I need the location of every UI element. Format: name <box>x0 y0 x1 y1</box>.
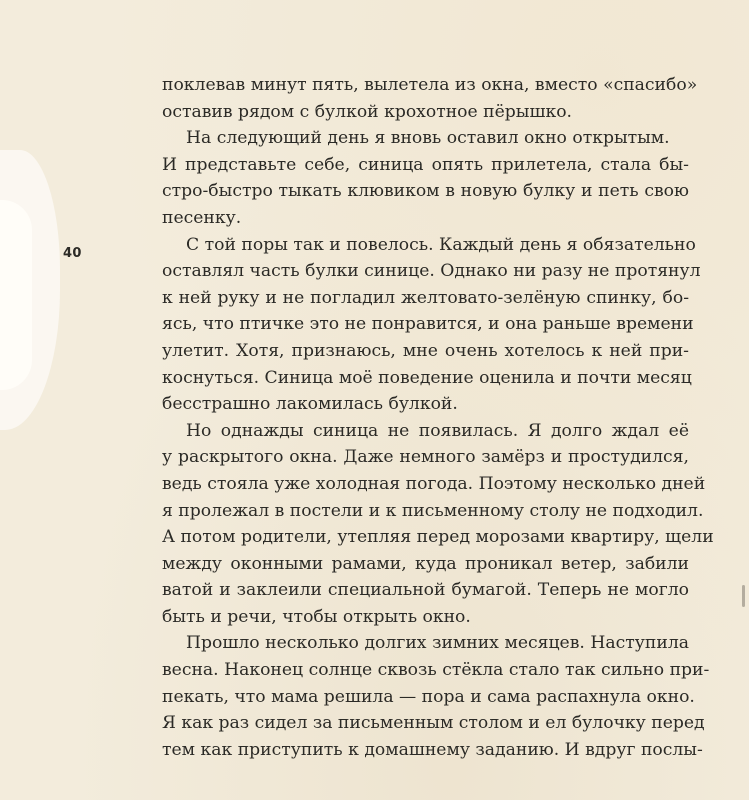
text-line: я пролежал в постели и к письменному столу не подходил. <box>162 500 704 521</box>
text-line: пекать, что мама решила — пора и сама распахнула окно. <box>162 686 695 707</box>
text-line: у раскрытого окна. Даже немного замёрз и простудился, <box>162 447 689 468</box>
text-line: бесстрашно лакомилась булкой. <box>162 394 458 415</box>
text-line: стро-быстро тыкать клювиком в новую булку и петь свою <box>162 181 689 202</box>
text-line: И представьте себе, синица опять прилетела, стала бы- <box>162 154 689 175</box>
text-line: На следующий день я вновь оставил окно открытым. <box>186 128 670 149</box>
text-line: Но однажды синица не появилась. Я долго ждал её <box>186 420 689 441</box>
text-line: оставлял часть булки синице. Однако ни разу не протянул <box>162 261 701 282</box>
text-line: С той поры так и повелось. Каждый день я обязательно <box>186 234 696 255</box>
scan-mark <box>742 585 745 607</box>
body-text <box>162 72 714 763</box>
text-line: Прошло несколько долгих зимних месяцев. Наступила <box>186 633 689 654</box>
text-line: поклевав минут пять, вылетела из окна, вместо «спасибо» <box>162 75 698 95</box>
text-line: песенку. <box>162 207 242 228</box>
text-line: оставив рядом с булкой крохотное пёрышко. <box>162 101 573 122</box>
text-line: тем как приступить к домашнему заданию. И вдруг послы- <box>162 739 703 760</box>
text-line: к ней руку и не погладил желтовато-зелёную спинку, бо- <box>162 287 689 308</box>
text-line: ватой и заклеили специальной бумагой. Теперь не могло <box>162 580 689 601</box>
text-line: А потом родители, утепляя перед морозами квартиру, щели <box>162 527 714 548</box>
text-line: улетит. Хотя, признаюсь, мне очень хотелось к ней при- <box>162 340 689 361</box>
text-line: коснуться. Синица моё поведение оценила и почти месяц <box>162 367 692 388</box>
text-line: быть и речи, чтобы открыть окно. <box>162 606 471 627</box>
text-line: ясь, что птичке это не понравится, и она раньше времени <box>162 314 694 335</box>
page-number: 40 <box>63 246 82 261</box>
text-line: между оконными рамами, куда проникал ветер, забили <box>162 553 689 574</box>
text-line: ведь стояла уже холодная погода. Поэтому несколько дней <box>162 473 706 494</box>
paper-stain-highlight <box>0 200 32 390</box>
text-line: Я как раз сидел за письменным столом и ел булочку перед <box>162 713 705 734</box>
text-line: весна. Наконец солнце сквозь стёкла стало так сильно при- <box>162 660 710 681</box>
